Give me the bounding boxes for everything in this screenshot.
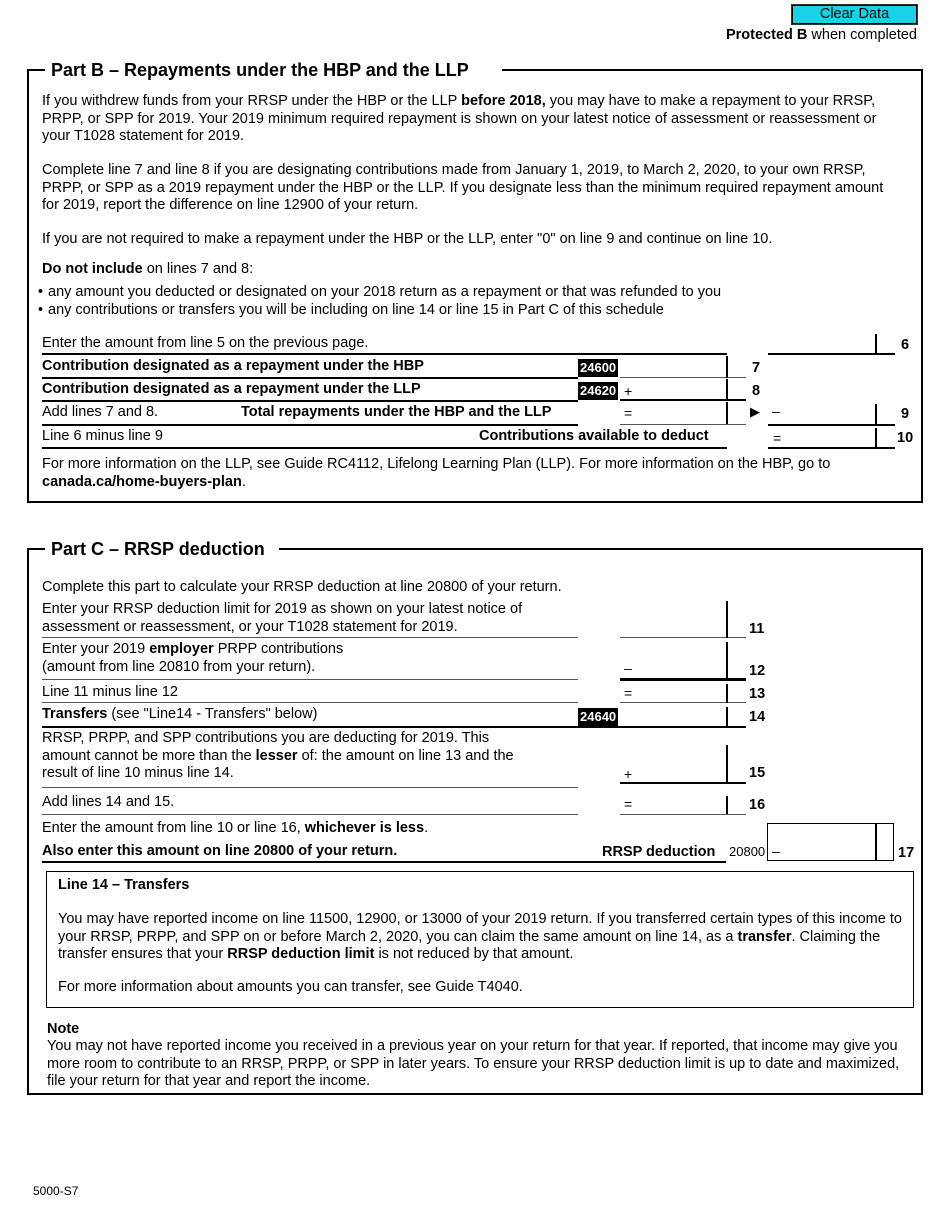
line-12-divider [726, 642, 728, 679]
line-15-label-2 [42, 748, 514, 766]
line-13-equals: = [624, 685, 633, 701]
line-9-total-divider [875, 404, 877, 424]
line-10-divider [875, 428, 877, 448]
line-17-label-post: . [424, 820, 429, 836]
line-15-number: 15 [749, 765, 766, 781]
line-14-label-rest: (see "Line14 - Transfers" below) [107, 706, 318, 722]
line-11-number: 11 [749, 621, 765, 637]
transfers-box-paragraph-2: For more information about amounts you can transfer, see Guide T4040. [58, 979, 523, 995]
line-9-field-rule [620, 424, 746, 425]
line-13-input[interactable] [636, 683, 726, 702]
line-17-rule [42, 861, 726, 863]
line-15-label-1: RRSP, PRPP, and SPP contributions you are deducting for 2019. This [42, 730, 490, 746]
transfers-box-title: Line 14 – Transfers [58, 877, 190, 893]
line-8-rule [42, 400, 578, 402]
line-15-input[interactable] [636, 763, 726, 782]
line-15-plus: + [624, 766, 633, 782]
line-7-rule [42, 377, 578, 379]
line-8-number: 8 [752, 383, 761, 399]
line-15-label [42, 730, 514, 783]
line-6-input[interactable] [768, 334, 875, 352]
line-9-divider [726, 402, 728, 424]
line-16-divider [726, 796, 728, 814]
line-9-minus: – [772, 403, 780, 419]
line-11-label-1: Enter your RRSP deduction limit for 2019 as shown on your latest notice of [42, 601, 523, 617]
transfers-text-a: You may have reported income on line 11500, 12900, or 13000 of your 2019 return. If you transferred certain types of this income to your RRSP, PRPP, and SPP on or before March 2, 2020, you can claim the same amount on line 14, as a [58, 911, 902, 945]
bullet-item: • any amount you deducted or designated on your 2018 return as a repayment or that was refunded to you [48, 284, 721, 302]
home-buyers-plan-link[interactable]: canada.ca/home-buyers-plan [42, 473, 242, 490]
line-10-equals: = [773, 430, 782, 446]
line-6-rule [42, 353, 727, 355]
bullet-item: • any contributions or transfers you will be including on line 14 or line 15 in Part C of this schedule [48, 302, 664, 320]
part-b-intro-1 [42, 93, 902, 146]
part-b-frame-top-right [502, 69, 923, 71]
line-8-input[interactable] [636, 381, 726, 400]
line-9-label-bold: Total repayments under the HBP and the LLP [241, 404, 552, 420]
line-16-rule [42, 814, 578, 815]
line-14-number: 14 [749, 709, 766, 725]
line-14-label-bold: Transfers [42, 706, 108, 722]
line-16-label: Add lines 14 and 15. [42, 794, 175, 810]
line-11-label-2: assessment or reassessment, or your T1028 statement for 2019. [42, 618, 458, 635]
line-9-total-input[interactable] [784, 404, 875, 423]
line-14-rule [42, 726, 746, 728]
note-title: Note [47, 1021, 80, 1037]
line-14-divider [726, 707, 728, 726]
line-9-input[interactable] [636, 404, 726, 423]
clear-data-button[interactable]: Clear Data [792, 5, 917, 24]
do-not-include-rest: on lines 7 and 8: [142, 261, 254, 277]
line-17-number: 17 [898, 845, 915, 861]
do-not-include-heading [42, 261, 253, 279]
line-16-input[interactable] [636, 794, 726, 813]
line-10-label: Line 6 minus line 9 [42, 428, 163, 444]
line-16-field-rule [620, 814, 746, 815]
transfers-text-c: . Claiming the transfer ensures that your [58, 928, 881, 962]
form-code: 5000-S7 [33, 1184, 79, 1198]
do-not-include-bold: Do not include [42, 261, 143, 277]
part-c-frame-top-left [27, 548, 45, 550]
part-b-more-info [42, 456, 902, 491]
line-7-number: 7 [752, 360, 761, 376]
line-8-divider [726, 379, 728, 401]
line-11-label [42, 601, 522, 636]
intro-1-text: If you withdrew funds from your RRSP under the HBP or the LLP [42, 93, 462, 109]
line-17-divider [875, 823, 877, 861]
line-12-label-bold: employer [149, 641, 214, 657]
line-12-minus: – [624, 660, 632, 676]
line-6-divider [875, 334, 877, 354]
line-9-equals: = [624, 405, 633, 421]
protected-label: Protected B [725, 27, 808, 43]
line-8-plus: + [624, 383, 633, 399]
transfers-box-paragraph-1 [58, 911, 903, 964]
line-12-number: 12 [749, 663, 766, 679]
line-8-code: 24620 [580, 383, 617, 398]
line-9-total-rule [768, 424, 895, 426]
line-12-label-post: PRPP contributions [213, 641, 344, 657]
line-17-label-2: Also enter this amount on line 20800 of your return. [42, 843, 398, 859]
line-12-label-2: (amount from line 20810 from your return). [42, 658, 316, 675]
more-info-text: For more information on the LLP, see Guide RC4112, Lifelong Learning Plan (LLP). For more information on the HBP, go to [42, 456, 831, 472]
line-13-number: 13 [749, 686, 766, 702]
line-10-rule [42, 447, 727, 449]
line-7-divider [726, 356, 728, 378]
line-15-label-post: of: the amount on line 13 and the [297, 747, 514, 764]
part-c-intro: Complete this part to calculate your RRSP deduction at line 20800 of your return. [42, 579, 562, 595]
line-8-label: Contribution designated as a repayment under the LLP [42, 381, 421, 397]
line-10-number: 10 [897, 430, 914, 446]
protected-b-notice [726, 27, 917, 43]
line-17-label-1 [42, 820, 428, 836]
intro-1-bold: before 2018, [461, 93, 546, 109]
line-15-label-3: result of line 10 minus line 14. [42, 765, 234, 781]
part-b-frame-top-left [27, 69, 45, 71]
line-9-rule [42, 424, 578, 426]
line-7-label: Contribution designated as a repayment under the HBP [42, 358, 424, 374]
line-6-number: 6 [901, 337, 910, 353]
line-14-input[interactable] [622, 706, 726, 725]
line-10-input[interactable] [784, 428, 875, 447]
transfers-text-e: is not reduced by that amount. [374, 946, 574, 962]
line-12-rule [42, 679, 578, 680]
rrsp-deduction-label: RRSP deduction [602, 844, 716, 860]
part-b-title: Part B – Repayments under the HBP and the LLP [51, 60, 469, 80]
part-c-title: Part C – RRSP deduction [51, 539, 265, 559]
line-16-equals: = [624, 796, 633, 812]
line-13-divider [726, 684, 728, 703]
line-14-code: 24640 [580, 709, 617, 724]
transfers-text-bold-1: transfer [737, 928, 792, 945]
line-9-label: Add lines 7 and 8. [42, 404, 159, 420]
line-7-input[interactable] [622, 358, 726, 377]
line-12-label-1 [42, 641, 343, 659]
note-text: You may not have reported income you received in a previous year on your return for that year. If reported, that income may give you more room to contribute to an RRSP, PRPP, or SPP in later years. To ensure your RRSP deduction limit is up to date and maximized, file your return for that year and report the income. [47, 1038, 900, 1089]
line-12-input[interactable] [636, 659, 726, 678]
line-15-label-pre: amount cannot be more than the [42, 747, 256, 764]
line-16-number: 16 [749, 797, 766, 813]
line-15-field-rule [620, 782, 746, 784]
transfers-text-bold-2: RRSP deduction limit [227, 946, 375, 962]
line-12-label-pre: Enter your 2019 [42, 641, 150, 657]
part-c-frame-top-right [279, 548, 923, 550]
line-11-divider [726, 601, 728, 638]
protected-suffix: when completed [807, 27, 917, 43]
line-15-label-bold: lesser [255, 747, 298, 764]
line-13-rule [42, 702, 578, 703]
line-10-label-bold: Contributions available to deduct [479, 428, 709, 444]
intro-1-text-end: you may have to make a repayment to your RRSP, PRPP, or SPP for 2019. Your 2019 minimum required repayment is shown on your latest notice of assessment or reassessment or your T1028 statement for 2019. [42, 93, 877, 144]
line-9-number: 9 [901, 406, 910, 422]
line-17-label-pre: Enter the amount from line 10 or line 16, [42, 820, 305, 836]
line-17-minus: – [772, 843, 780, 859]
line-11-rule [42, 637, 578, 638]
part-b-intro-2: Complete line 7 and line 8 if you are designating contributions made from January 1, 2019, to March 2, 2020, to your own RRSP, PRPP, or SPP as a 2019 repayment under the HBP or the LLP. If you designate less than the minimum required repayment amount for 2019, report the difference on line 12900 of your return. [42, 162, 884, 213]
line-6-label: Enter the amount from line 5 on the previous page. [42, 335, 369, 351]
line-12-label [42, 641, 343, 676]
line-14-label [42, 706, 317, 722]
part-b-intro-3: If you are not required to make a repayment under the HBP or the LLP, enter "0" on line 9 and continue on line 10. [42, 231, 773, 247]
line-17-label-bold: whichever is less [304, 820, 425, 836]
arrow-right-icon: ▶ [750, 404, 760, 419]
line-11-input[interactable] [622, 617, 726, 636]
line-15-rule [42, 787, 578, 788]
line-13-label: Line 11 minus line 12 [42, 684, 178, 700]
rrsp-deduction-input[interactable] [784, 840, 874, 859]
line-15-divider [726, 745, 728, 782]
more-info-end: . [241, 473, 246, 490]
line-7-code: 24600 [580, 360, 617, 375]
line-17-code: 20800 [729, 844, 766, 859]
